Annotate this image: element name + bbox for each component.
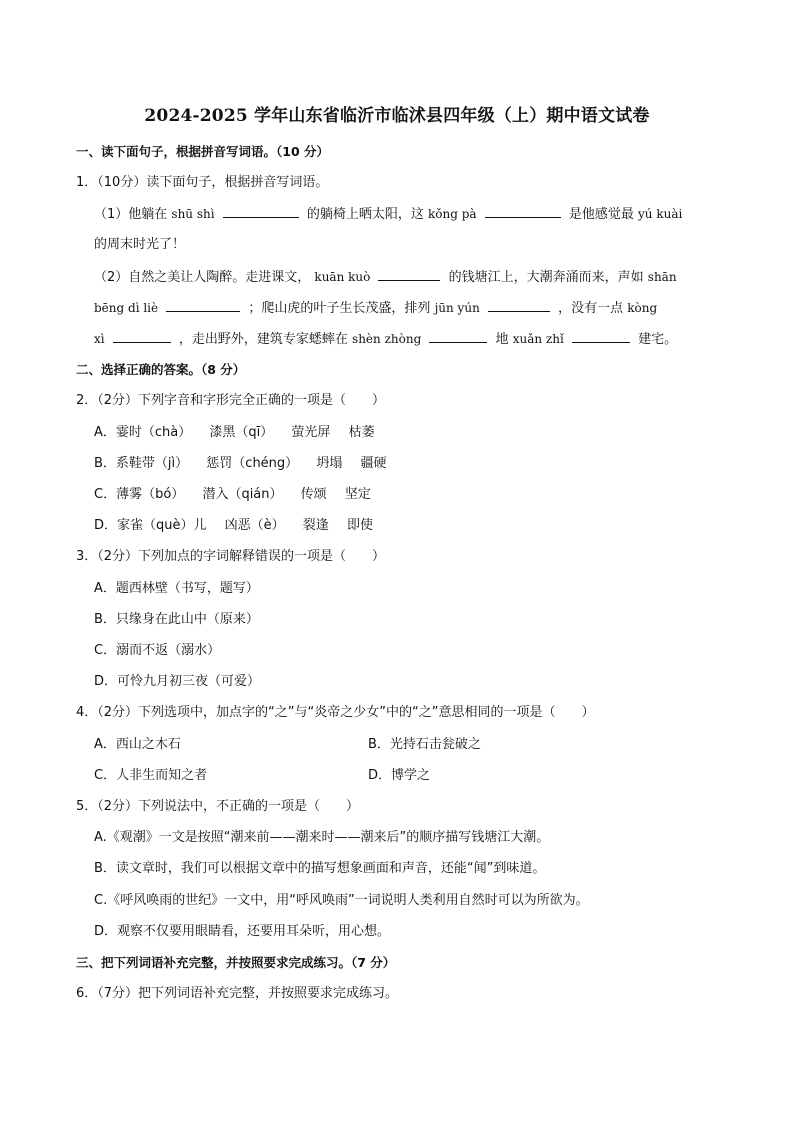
option-part: 传颂 <box>300 487 327 502</box>
q1-p1-pinyin-2: kǒng pà <box>428 207 477 221</box>
question-5-option-d[interactable]: D．观察不仅要用眼睛看，还要用耳朵听，用心想。 <box>94 924 391 939</box>
question-1-part-1-line-2 <box>94 236 185 254</box>
q1-p2-pinyin-2a: shān <box>647 270 677 284</box>
answer-blank[interactable] <box>223 205 299 218</box>
section-1-heading: 一、读下面句子，根据拼音写词语。（10 分） <box>76 144 329 159</box>
question-1-part-1-line-1 <box>94 205 682 224</box>
answer-blank[interactable] <box>572 330 630 343</box>
option-part: 疆硬 <box>360 456 387 471</box>
question-3-stem: 3．（2分）下列加点的字词解释错误的一项是（ ） <box>76 549 386 564</box>
option-part: 坚定 <box>344 487 371 502</box>
q1-p1-text-c: 是他感觉最 <box>568 207 634 222</box>
question-4-stem: 4．（2分）下列选项中，加点字的“之”与“炎帝之少女”中的“之”意思相同的一项是（ ） <box>76 705 595 720</box>
q1-p1-pinyin-1: shū shì <box>171 207 215 221</box>
option-part: 凶恶（è） <box>224 518 285 533</box>
section-3-heading: 三、把下列词语补充完整，并按照要求完成练习。（7 分） <box>76 955 396 970</box>
option-part: B．系鞋带（jì） <box>94 456 189 471</box>
q1-p2-text-a: （2）自然之美让人陶醉。走进课文， <box>94 270 311 285</box>
question-3-option-d[interactable]: D．可怜九月初三夜（可爱） <box>94 674 261 689</box>
q1-p2-text-b: 的钱塘江上，大潮奔涌而来，声如 <box>448 270 644 285</box>
option-part: 潜入（qián） <box>202 487 283 502</box>
question-2-option-a[interactable] <box>94 424 375 442</box>
question-3-option-b[interactable]: B．只缘身在此山中（原来） <box>94 612 259 627</box>
option-part: 即使 <box>346 518 373 533</box>
q1-p2-text-f: 地 <box>495 332 509 347</box>
question-6-stem: 6．（7分）把下列词语补充完整，并按照要求完成练习。 <box>76 986 399 1001</box>
question-5-option-a[interactable]: A.《观潮》一文是按照“潮来前——潮来时——潮来后”的顺序描写钱塘江大潮。 <box>94 830 550 845</box>
q1-p1-text-b: 的躺椅上晒太阳，这 <box>306 207 424 222</box>
question-1-part-2-line-3 <box>94 330 677 349</box>
option-part: 惩罚（chéng） <box>206 456 299 471</box>
q1-p2-pinyin-2b: bēng dì liè <box>94 301 159 315</box>
answer-blank[interactable] <box>113 330 171 343</box>
question-5-option-c[interactable]: C.《呼风唤雨的世纪》一文中，用“呼风唤雨”一词说明人类利用自然时可以为所欲为。 <box>94 893 589 908</box>
option-part: 枯萎 <box>348 425 375 440</box>
question-5-stem: 5．（2分）下列说法中，不正确的一项是（ ） <box>76 799 360 814</box>
q1-p2-pinyin-4b: xì <box>94 332 105 346</box>
question-2-option-c[interactable] <box>94 486 371 504</box>
q1-p2-pinyin-4a: kòng <box>627 301 658 315</box>
q1-p1-pinyin-3: yú kuài <box>638 207 683 221</box>
question-2-stem: 2．（2分）下列字音和字形完全正确的一项是（ ） <box>76 393 386 408</box>
answer-blank[interactable] <box>378 268 440 281</box>
exam-title: 2024-2025 学年山东省临沂市临沭县四年级（上）期中语文试卷 <box>144 106 650 126</box>
q1-p2-pinyin-6: xuǎn zhǐ <box>512 332 564 346</box>
answer-blank[interactable] <box>485 205 561 218</box>
question-3-option-c[interactable]: C．溺而不返（溺水） <box>94 643 221 658</box>
question-4-option-c[interactable]: C．人非生而知之者 <box>94 768 208 783</box>
question-4-option-d[interactable]: D．博学之 <box>368 768 431 783</box>
question-5-option-b[interactable]: B．读文章时，我们可以根据文章中的描写想象画面和声音，还能“闻”到味道。 <box>94 861 546 876</box>
answer-blank[interactable] <box>488 299 550 312</box>
q1-p2-text-g: 建宅。 <box>638 332 678 347</box>
option-part: C．薄雾（bó） <box>94 487 185 502</box>
option-part: A．霎时（chà） <box>94 425 192 440</box>
option-part: D．家雀（què）儿 <box>94 518 207 533</box>
question-4-option-a[interactable]: A．西山之木石 <box>94 737 181 752</box>
question-4-option-b[interactable]: B．光持石击瓮破之 <box>368 737 481 752</box>
q1-p2-pinyin-5: shèn zhòng <box>352 332 422 346</box>
q1-p2-pinyin-3: jūn yún <box>434 301 480 315</box>
q1-p2-text-c: ；爬山虎的叶子生长茂盛，排列 <box>248 301 431 316</box>
option-part: 裂逢 <box>302 518 329 533</box>
question-1-part-2-line-1 <box>94 268 677 287</box>
question-3-option-a[interactable]: A．题西林壁（书写，题写） <box>94 581 259 596</box>
option-part: 漆黑（qī） <box>209 425 274 440</box>
q1-p2-pinyin-1: kuān kuò <box>314 270 371 284</box>
option-part: 萤光屏 <box>291 425 331 440</box>
question-1-part-2-line-2 <box>94 299 657 318</box>
question-2-option-d[interactable] <box>94 517 373 535</box>
q1-p2-text-e: ，走出野外，建筑专家蟋蟀在 <box>178 332 348 347</box>
question-2-option-b[interactable] <box>94 455 387 473</box>
option-part: 坍塌 <box>316 456 343 471</box>
question-1-stem: 1．（10分）读下面句子，根据拼音写词语。 <box>76 175 329 190</box>
q1-p1-text-a: （1）他躺在 <box>94 207 168 222</box>
section-2-heading: 二、选择正确的答案。（8 分） <box>76 362 246 377</box>
q1-p1-text-d: 的周末时光了！ <box>94 237 186 252</box>
q1-p2-text-d: ，没有一点 <box>558 301 624 316</box>
answer-blank[interactable] <box>166 299 240 312</box>
answer-blank[interactable] <box>429 330 487 343</box>
